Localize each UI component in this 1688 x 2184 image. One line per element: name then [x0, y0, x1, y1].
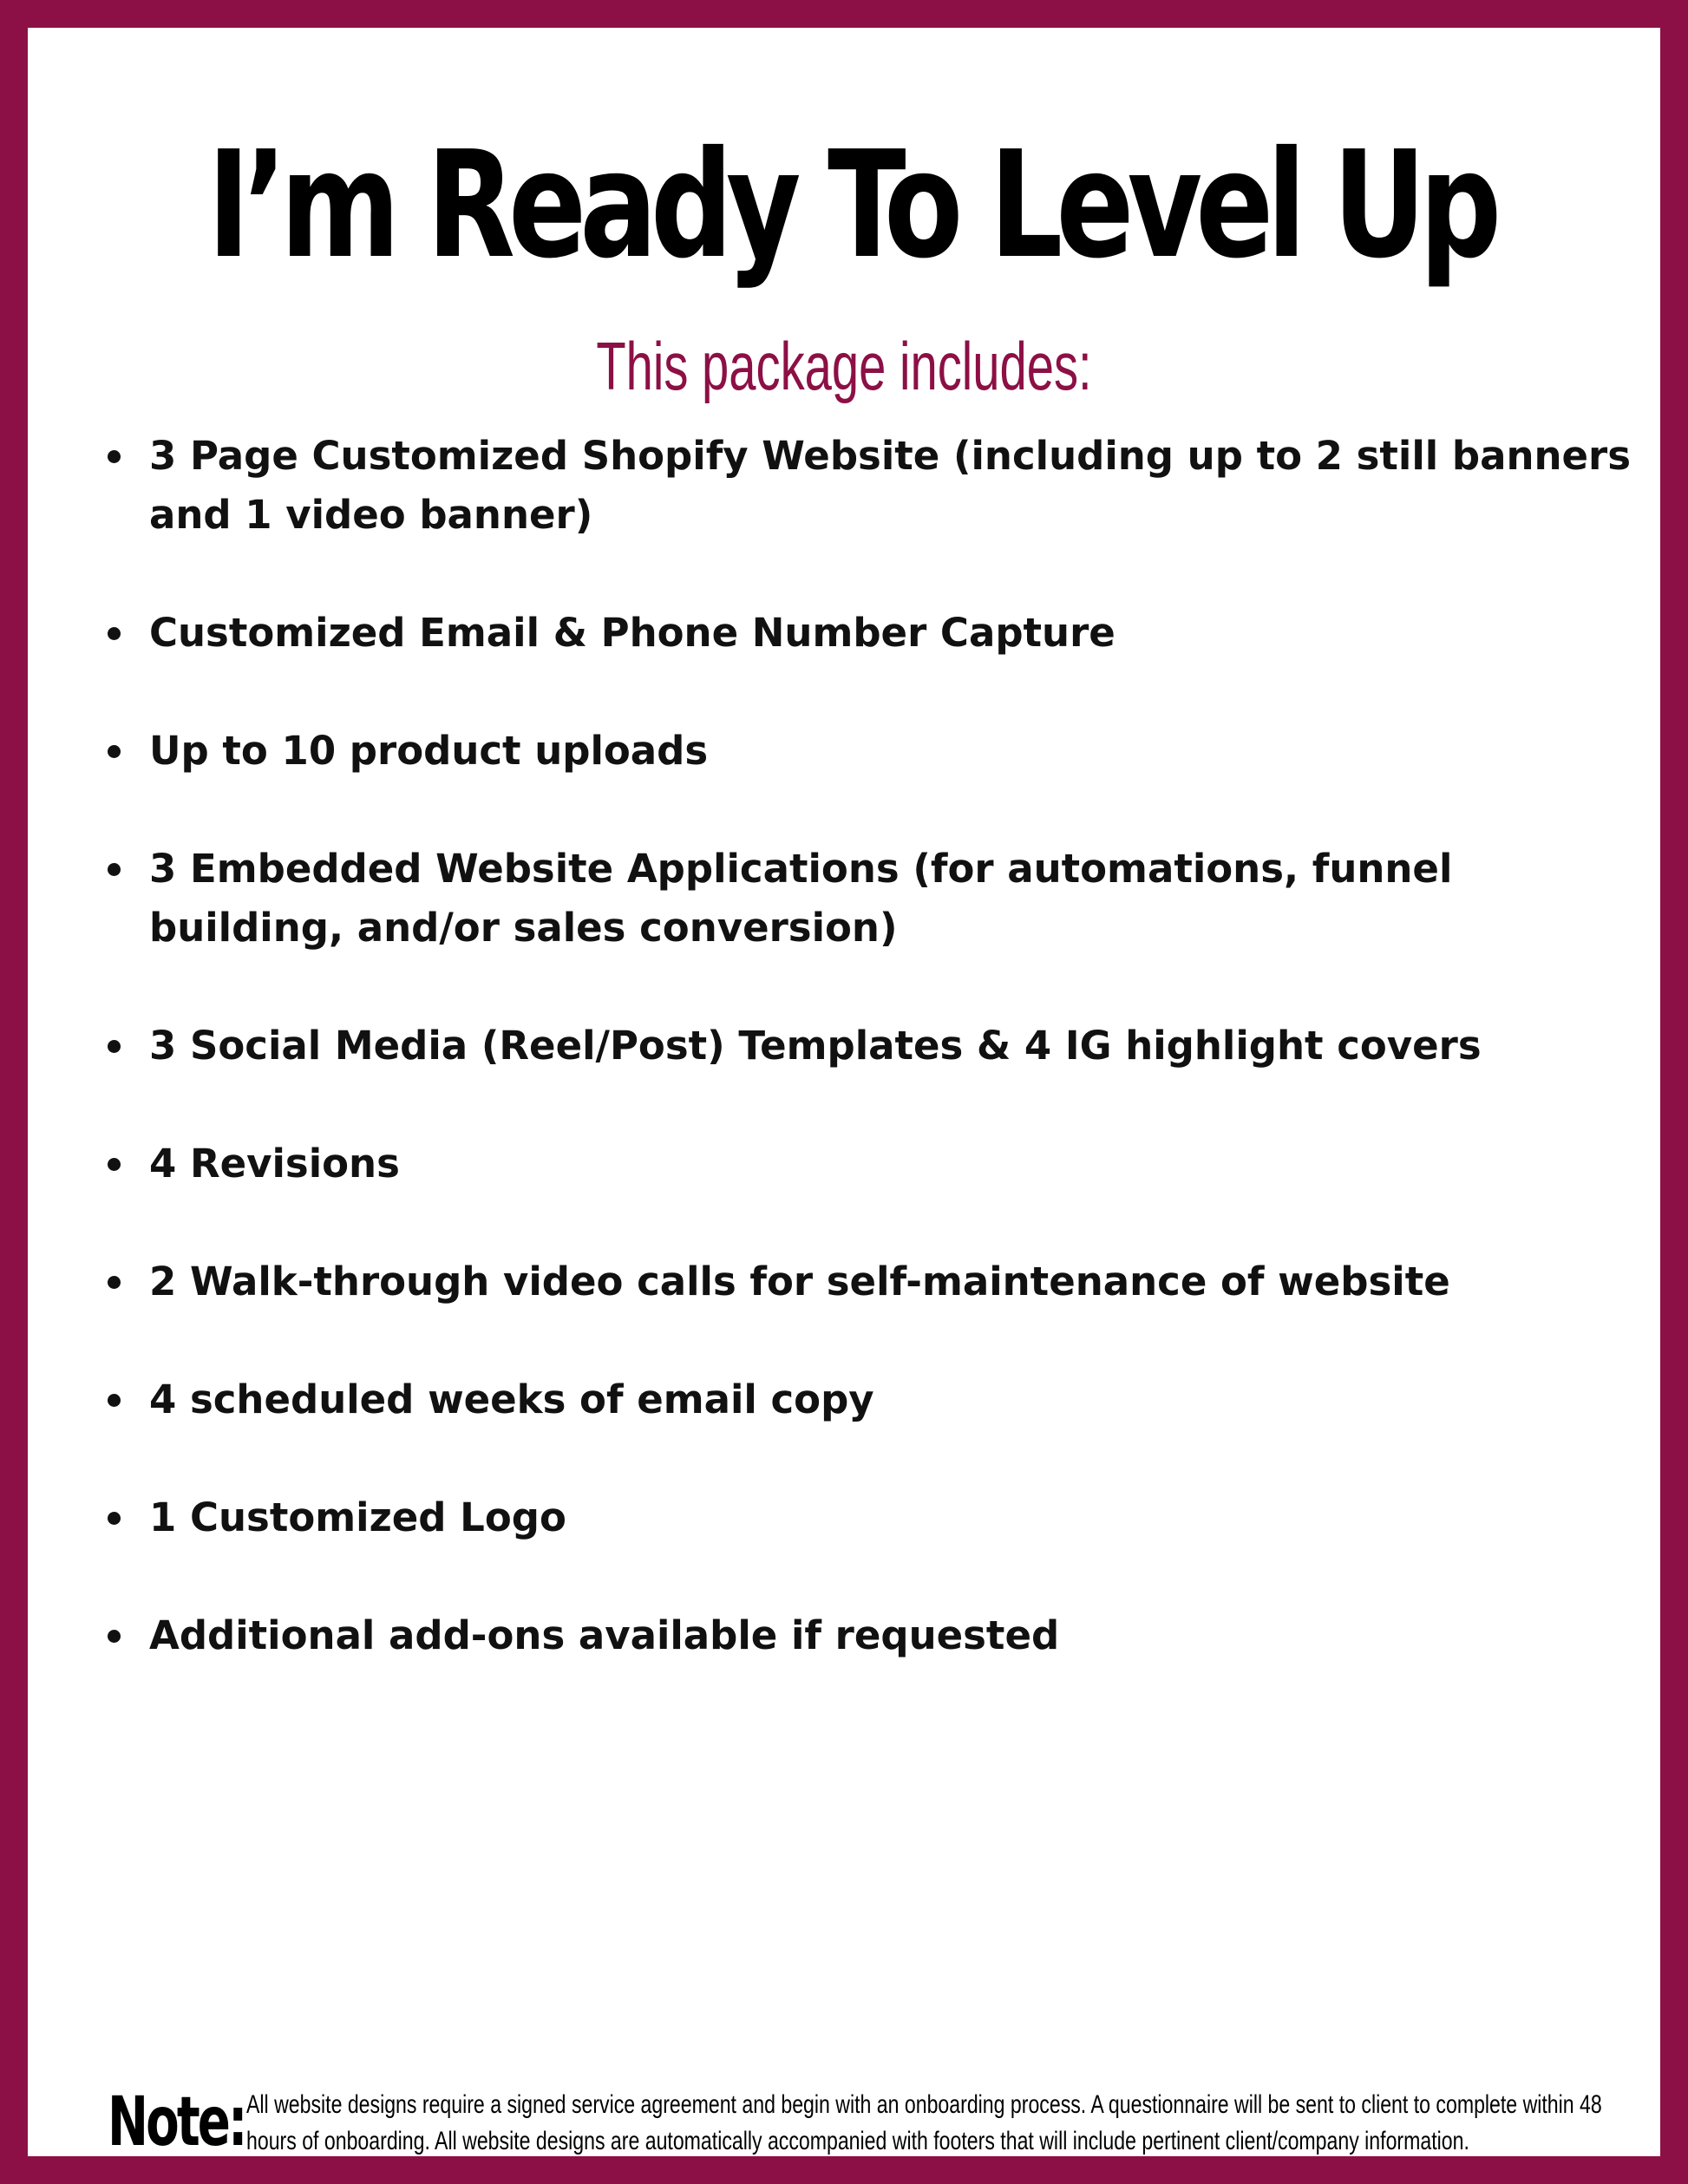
bullet-icon	[108, 1276, 121, 1289]
list-item-text: 2 Walk-through video calls for self-maintenance of website	[149, 1259, 1450, 1305]
list-item-text: Additional add-ons available if requested	[149, 1612, 1060, 1658]
list-item	[104, 722, 1657, 781]
list-item	[104, 604, 1657, 663]
list-item-text: 3 Embedded Website Applications (for automations, funnel building, and/or sales conversion)	[149, 846, 1453, 951]
list-item-text: 1 Customized Logo	[149, 1494, 566, 1540]
list-item-text: 3 Social Media (Reel/Post) Templates & 4 IG highlight covers	[149, 1023, 1482, 1069]
package-subtitle: This package includes:	[596, 328, 1092, 404]
note-text: All website designs require a signed service agreement and begin with an onboarding process. A questionnaire will be sent to client to complete within 48 hours of onboarding. All website designs are automatically accompanied with footers that will include pertinent client/company information.	[246, 2090, 1602, 2155]
list-item	[104, 840, 1657, 958]
list-item	[104, 1135, 1657, 1193]
note-label: Note:	[108, 2083, 245, 2161]
list-item	[104, 1370, 1657, 1429]
list-item-text: Customized Email & Phone Number Capture	[149, 610, 1116, 656]
list-item	[104, 1017, 1657, 1076]
list-item	[104, 1606, 1657, 1665]
package-features-list	[104, 427, 1657, 1724]
list-item	[104, 427, 1657, 545]
bullet-icon	[108, 1394, 121, 1407]
bullet-icon	[108, 450, 121, 463]
list-item-text: Up to 10 product uploads	[149, 728, 709, 774]
page-title: I’m Ready To Level Up	[207, 120, 1495, 291]
footer-note	[108, 2076, 1669, 2172]
bullet-icon	[108, 863, 121, 876]
bullet-icon	[108, 1512, 121, 1525]
list-item-text: 4 Revisions	[149, 1141, 400, 1187]
bullet-icon	[108, 745, 121, 758]
bullet-icon	[108, 1158, 121, 1171]
bullet-icon	[108, 1040, 121, 1053]
list-item-text: 3 Page Customized Shopify Website (including up to 2 still banners and 1 video banner)	[149, 433, 1632, 538]
list-item-text: 4 scheduled weeks of email copy	[149, 1376, 874, 1422]
list-item	[104, 1488, 1657, 1547]
bullet-icon	[108, 627, 121, 640]
list-item	[104, 1252, 1657, 1311]
bullet-icon	[108, 1630, 121, 1643]
